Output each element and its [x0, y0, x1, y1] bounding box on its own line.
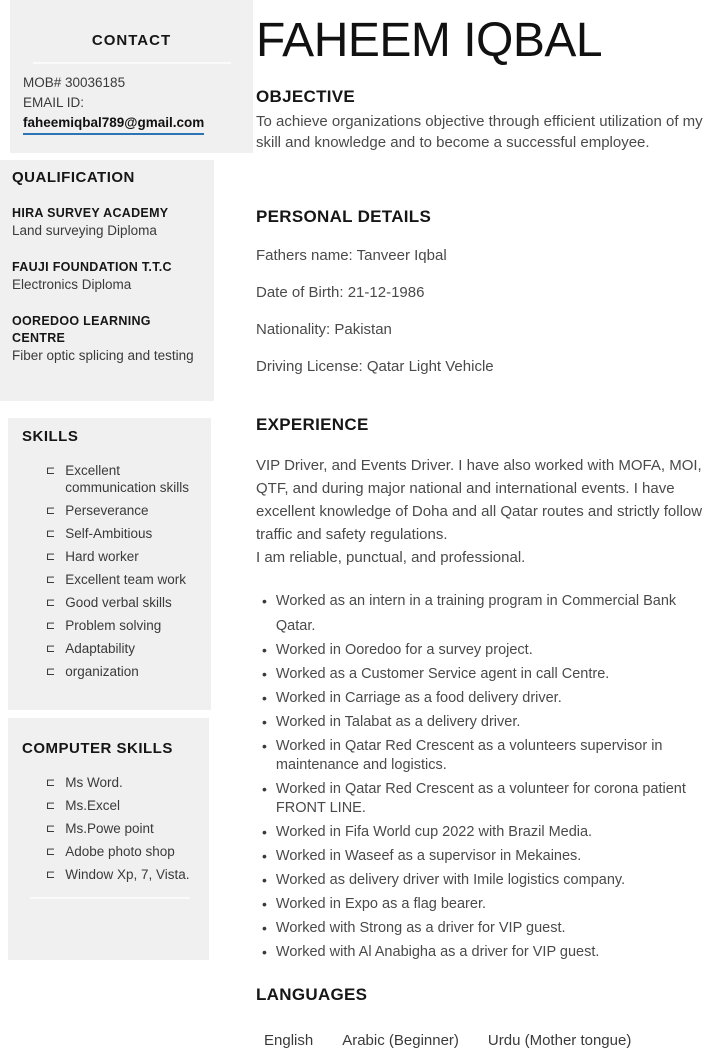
experience-bullet: Worked in Qatar Red Crescent as a volunteer for corona patient FRONT LINE.: [275, 781, 686, 817]
experience-bullet: Worked in Talabat as a delivery driver.: [275, 714, 521, 731]
contact-mobile: MOB# 30036185: [23, 75, 126, 90]
contact-section: [10, 0, 253, 153]
dot-bullet-icon: •: [262, 690, 267, 707]
experience-intro: [256, 454, 712, 569]
personal-detail-row: Nationality: Pakistan: [256, 321, 392, 339]
skill-label: Adaptability: [65, 641, 136, 656]
dot-bullet-icon: •: [262, 666, 267, 683]
experience-intro-paragraph: VIP Driver, and Events Driver. I have also worked with MOFA, MOI, QTF, and during major national and international events. I have excellent knowledge of Doha and all Qatar routes and strictly follow traffic and safety regulations.: [256, 457, 703, 544]
list-item: [46, 548, 205, 565]
personal-details-title: PERSONAL DETAILS: [256, 207, 432, 227]
square-bullet-icon: ⊏: [46, 642, 56, 655]
list-item: [46, 502, 205, 519]
experience-bullet: Worked as delivery driver with Imile logistics company.: [275, 872, 626, 889]
computer-skill-label: Ms Word.: [65, 775, 123, 790]
skill-label: Perseverance: [65, 503, 149, 518]
objective-text: To achieve organizations objective through efficient utilization of my skill and knowledge and to become a successful employee.: [256, 113, 703, 152]
skill-label: organization: [65, 664, 139, 679]
list-item: [262, 895, 712, 914]
experience-bullet: Worked in Qatar Red Crescent as a volunteers supervisor in maintenance and logistics.: [275, 738, 663, 774]
square-bullet-icon: ⊏: [46, 799, 56, 812]
computer-skills-divider: [30, 897, 190, 899]
computer-skills-title: COMPUTER SKILLS: [22, 740, 173, 757]
objective-title: OBJECTIVE: [256, 87, 356, 107]
skill-label: Self-Ambitious: [65, 526, 153, 541]
computer-skill-label: Window Xp, 7, Vista.: [65, 867, 190, 882]
experience-bullet: Worked in Ooredoo for a survey project.: [275, 642, 533, 659]
list-item: [262, 665, 712, 684]
qualification-item: [12, 313, 206, 365]
square-bullet-icon: ⊏: [46, 596, 56, 609]
dot-bullet-icon: •: [262, 593, 267, 610]
square-bullet-icon: ⊏: [46, 665, 56, 678]
experience-list: [256, 589, 712, 962]
list-item: [262, 919, 712, 938]
list-item: [262, 823, 712, 842]
languages-title: LANGUAGES: [256, 985, 368, 1005]
experience-bullet: Worked in Waseef as a supervisor in Mekaines.: [275, 848, 582, 865]
square-bullet-icon: ⊏: [46, 504, 56, 517]
dot-bullet-icon: •: [262, 642, 267, 659]
main-column: [256, 0, 712, 1049]
qualification-detail: Land surveying Diploma: [12, 223, 157, 238]
qualification-school: HIRA SURVEY ACADEMY: [12, 206, 169, 220]
list-item: [262, 871, 712, 890]
dot-bullet-icon: •: [262, 824, 267, 841]
qualification-title: QUALIFICATION: [12, 169, 135, 186]
square-bullet-icon: ⊏: [46, 845, 56, 858]
list-item: [262, 713, 712, 732]
skill-label: Excellent communication skills: [65, 463, 190, 495]
experience-bullet: Worked with Al Anabigha as a driver for VIP guest.: [275, 944, 600, 961]
list-item: [262, 943, 712, 962]
list-item: [46, 525, 205, 542]
square-bullet-icon: ⊏: [46, 619, 56, 632]
list-item: [46, 866, 203, 883]
language-item: English: [264, 1032, 314, 1049]
square-bullet-icon: ⊏: [46, 573, 56, 586]
experience-bullet: Worked in Carriage as a food delivery driver.: [275, 690, 562, 707]
experience-bullet: Worked in Fifa World cup 2022 with Brazil Media.: [275, 824, 593, 841]
skill-label: Hard worker: [65, 549, 139, 564]
skill-label: Good verbal skills: [65, 595, 172, 610]
square-bullet-icon: ⊏: [46, 822, 56, 835]
experience-bullet: Worked with Strong as a driver for VIP guest.: [275, 920, 566, 937]
personal-detail-row: Fathers name: Tanveer Iqbal: [256, 247, 447, 265]
square-bullet-icon: ⊏: [46, 776, 56, 789]
language-item: Urdu (Mother tongue): [487, 1032, 632, 1049]
list-item: [46, 820, 203, 837]
computer-skills-list: [22, 774, 203, 883]
dot-bullet-icon: •: [262, 714, 267, 731]
experience-title: EXPERIENCE: [256, 415, 369, 435]
skills-title: SKILLS: [22, 428, 79, 445]
page-title: FAHEEM IQBAL: [256, 14, 603, 67]
email-link[interactable]: faheemiqbal789@gmail.com: [23, 113, 204, 135]
experience-intro-paragraph: I am reliable, punctual, and professional.: [256, 549, 526, 567]
contact-email-label: EMAIL ID:: [23, 95, 85, 110]
square-bullet-icon: ⊏: [46, 527, 56, 540]
qualification-item: [12, 259, 206, 294]
list-item: [262, 641, 712, 660]
qualification-item: [12, 205, 206, 240]
list-item: [46, 797, 203, 814]
list-item: [262, 847, 712, 866]
qualification-detail: Electronics Diploma: [12, 277, 132, 292]
list-item: [46, 462, 205, 496]
list-item: [46, 663, 205, 680]
skill-label: Problem solving: [65, 618, 162, 633]
list-item: [46, 640, 205, 657]
dot-bullet-icon: •: [262, 738, 267, 755]
personal-detail-row: Date of Birth: 21-12-1986: [256, 284, 425, 302]
list-item: [46, 594, 205, 611]
square-bullet-icon: ⊏: [46, 464, 56, 477]
computer-skill-label: Ms.Powe point: [65, 821, 154, 836]
computer-skill-label: Ms.Excel: [65, 798, 120, 813]
skill-label: Excellent team work: [65, 572, 187, 587]
qualification-detail: Fiber optic splicing and testing: [12, 348, 194, 363]
list-item: [46, 774, 203, 791]
experience-bullet: Worked as an intern in a training program in Commercial Bank Qatar.: [275, 593, 677, 635]
qualification-school: FAUJI FOUNDATION T.T.C: [12, 260, 172, 274]
dot-bullet-icon: •: [262, 896, 267, 913]
list-item: [46, 571, 205, 588]
dot-bullet-icon: •: [262, 872, 267, 889]
list-item: [46, 617, 205, 634]
experience-bullet: Worked as a Customer Service agent in call Centre.: [275, 666, 610, 683]
qualification-school: OOREDOO LEARNING CENTRE: [12, 314, 151, 345]
contact-email-row: [10, 113, 253, 135]
dot-bullet-icon: •: [262, 944, 267, 961]
contact-title: CONTACT: [91, 32, 172, 49]
computer-skills-section: [8, 718, 209, 960]
language-item: Arabic (Beginner): [342, 1032, 459, 1049]
contact-divider: [33, 62, 231, 64]
list-item: [46, 843, 203, 860]
qualification-section: [0, 160, 214, 401]
list-item: [262, 689, 712, 708]
dot-bullet-icon: •: [262, 920, 267, 937]
list-item: [262, 780, 712, 818]
list-item: [262, 589, 712, 639]
dot-bullet-icon: •: [262, 781, 267, 798]
computer-skill-label: Adobe photo shop: [65, 844, 175, 859]
skills-section: [8, 418, 211, 710]
experience-bullet: Worked in Expo as a flag bearer.: [275, 896, 487, 913]
square-bullet-icon: ⊏: [46, 550, 56, 563]
square-bullet-icon: ⊏: [46, 868, 56, 881]
languages-row: [256, 1032, 712, 1049]
personal-detail-row: Driving License: Qatar Light Vehicle: [256, 358, 494, 376]
dot-bullet-icon: •: [262, 848, 267, 865]
list-item: [262, 737, 712, 775]
skills-list: [22, 462, 205, 680]
